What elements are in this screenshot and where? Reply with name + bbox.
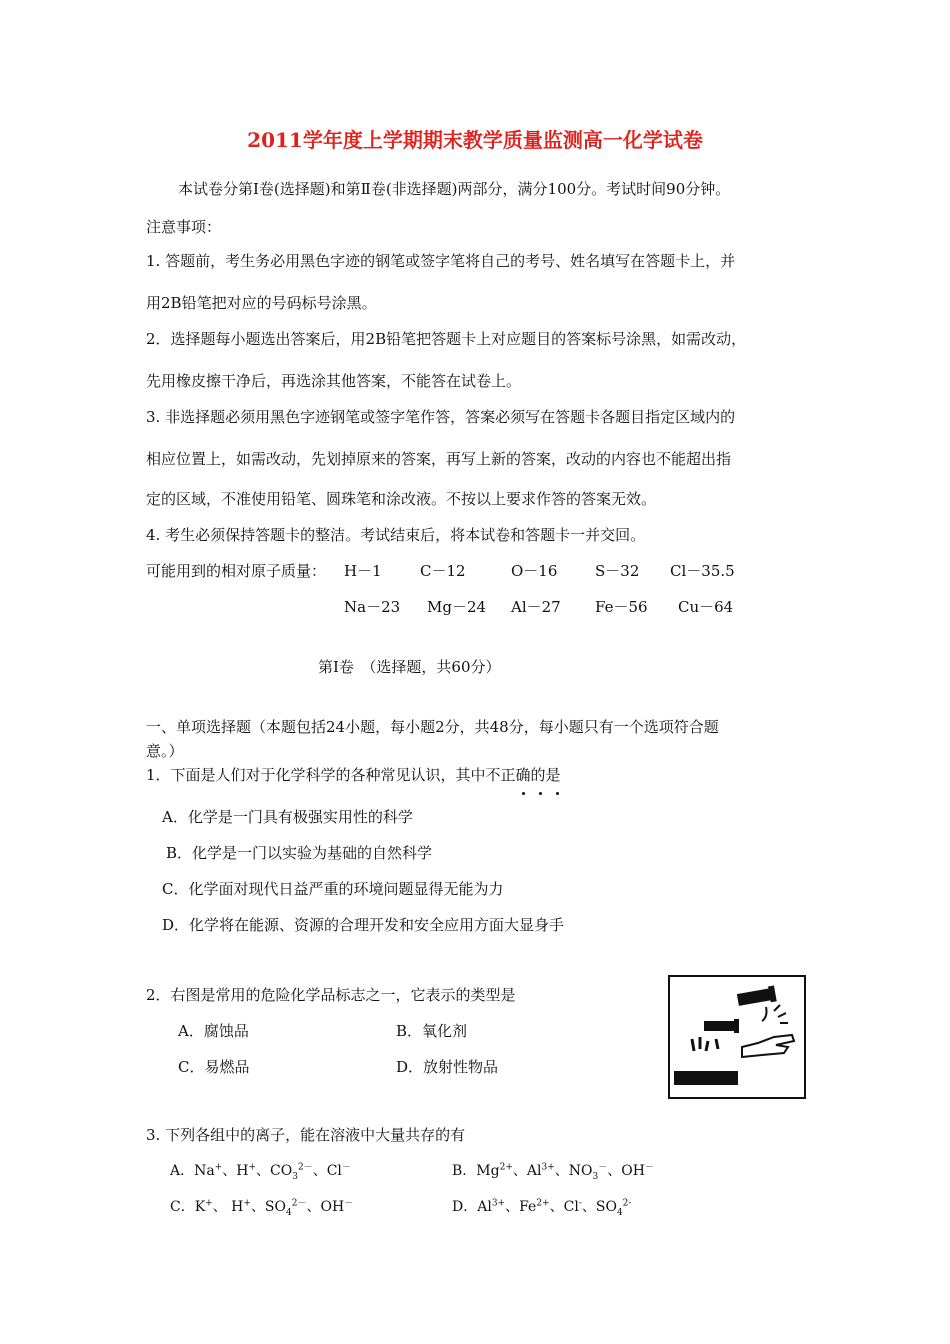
section1-heading-cont: 意。）	[146, 742, 184, 760]
q1-option-b: B．化学是一门以实验为基础的自然科学	[166, 844, 433, 862]
q2-stem: 2．右图是常用的危险化学品标志之一，它表示的类型是	[146, 986, 516, 1004]
emphasis-dots	[522, 781, 573, 787]
notice-line: 2．选择题每小题选出答案后，用2B铅笔把答题卡上对应题目的答案标号涂黑，如需改动，	[146, 330, 747, 348]
q1-stem: 1．下面是人们对于化学科学的各种常见认识，其中不正确的是	[146, 766, 561, 784]
atomic-mass: O－16	[511, 562, 558, 580]
q2-option-b: B．氧化剂	[396, 1022, 468, 1040]
exam-title: 2011学年度上学期期末教学质量监测高一化学试卷	[247, 128, 703, 152]
atomic-mass: Na－23	[344, 598, 401, 616]
q2-option-d: D．放射性物品	[396, 1058, 499, 1076]
atomic-mass-label: 可能用到的相对原子质量：	[146, 562, 327, 580]
notice-line: 定的区域，不准使用铅笔、圆珠笔和涂改液。不按以上要求作答的答案无效。	[146, 490, 657, 508]
q1-option-c: C．化学面对现代日益严重的环境问题显得无能为力	[162, 880, 504, 898]
q3-option-a: A．Na+、H+、$CO_3^{2-}$、Cl－	[170, 1162, 351, 1182]
q3-option-c: C．K+、 H+、$SO_4^{2-}$、OH－	[170, 1198, 354, 1218]
q3-stem: 3. 下列各组中的离子，能在溶液中大量共存的有	[146, 1126, 466, 1144]
intro-text: 本试卷分第Ⅰ卷(选择题)和第Ⅱ卷(非选择题)两部分，满分100分。考试时间90分钟。	[178, 180, 731, 198]
notice-line: 3. 非选择题必须用黑色字迹钢笔或签字笔作答，答案必须写在答题卡各题目指定区域内的	[146, 408, 736, 426]
q1-option-a: A．化学是一门具有极强实用性的科学	[162, 808, 413, 826]
section1-heading: 一、单项选择题（本题包括24小题，每小题2分，共48分，每小题只有一个选项符合题	[146, 718, 719, 736]
notice-line: 先用橡皮擦干净后，再选涂其他答案，不能答在试卷上。	[146, 372, 522, 390]
q1-option-d: D．化学将在能源、资源的合理开发和安全应用方面大显身手	[162, 916, 565, 934]
atomic-mass: S－32	[595, 562, 640, 580]
atomic-mass: C－12	[420, 562, 466, 580]
q3-option-d: D．$Al^{3+}$、$Fe^{2+}$、Cl-、$SO_4^{2-}$	[452, 1198, 632, 1218]
part1-heading: 第Ⅰ卷 （选择题，共60分）	[318, 658, 501, 676]
corrosive-hazard-graphic	[670, 977, 804, 1097]
notice-line: 相应位置上，如需改动，先划掉原来的答案，再写上新的答案，改动的内容也不能超出指	[146, 450, 732, 468]
q2-option-a: A．腐蚀品	[178, 1022, 249, 1040]
notice-line: 用2B铅笔把对应的号码标号涂黑。	[146, 294, 377, 312]
corrosive-hazard-icon	[668, 975, 806, 1099]
notice-heading: 注意事项：	[146, 218, 222, 236]
q2-option-c: C．易燃品	[178, 1058, 250, 1076]
atomic-mass: Cl－35.5	[670, 562, 735, 580]
atomic-mass: Mg－24	[427, 598, 487, 616]
notice-line: 1. 答题前，考生务必用黑色字迹的钢笔或签字笔将自己的考号、姓名填写在答题卡上，并	[146, 252, 736, 270]
q3-option-b: B．$Mg^{2+}$、$Al^{3+}$、$NO_3^-$、OH－	[452, 1162, 654, 1182]
atomic-mass: Fe－56	[595, 598, 648, 616]
notice-line: 4. 考生必须保持答题卡的整洁。考试结束后，将本试卷和答题卡一并交回。	[146, 526, 646, 544]
atomic-mass: Cu－64	[678, 598, 734, 616]
atomic-mass: Al－27	[511, 598, 561, 616]
atomic-mass: H－1	[344, 562, 382, 580]
